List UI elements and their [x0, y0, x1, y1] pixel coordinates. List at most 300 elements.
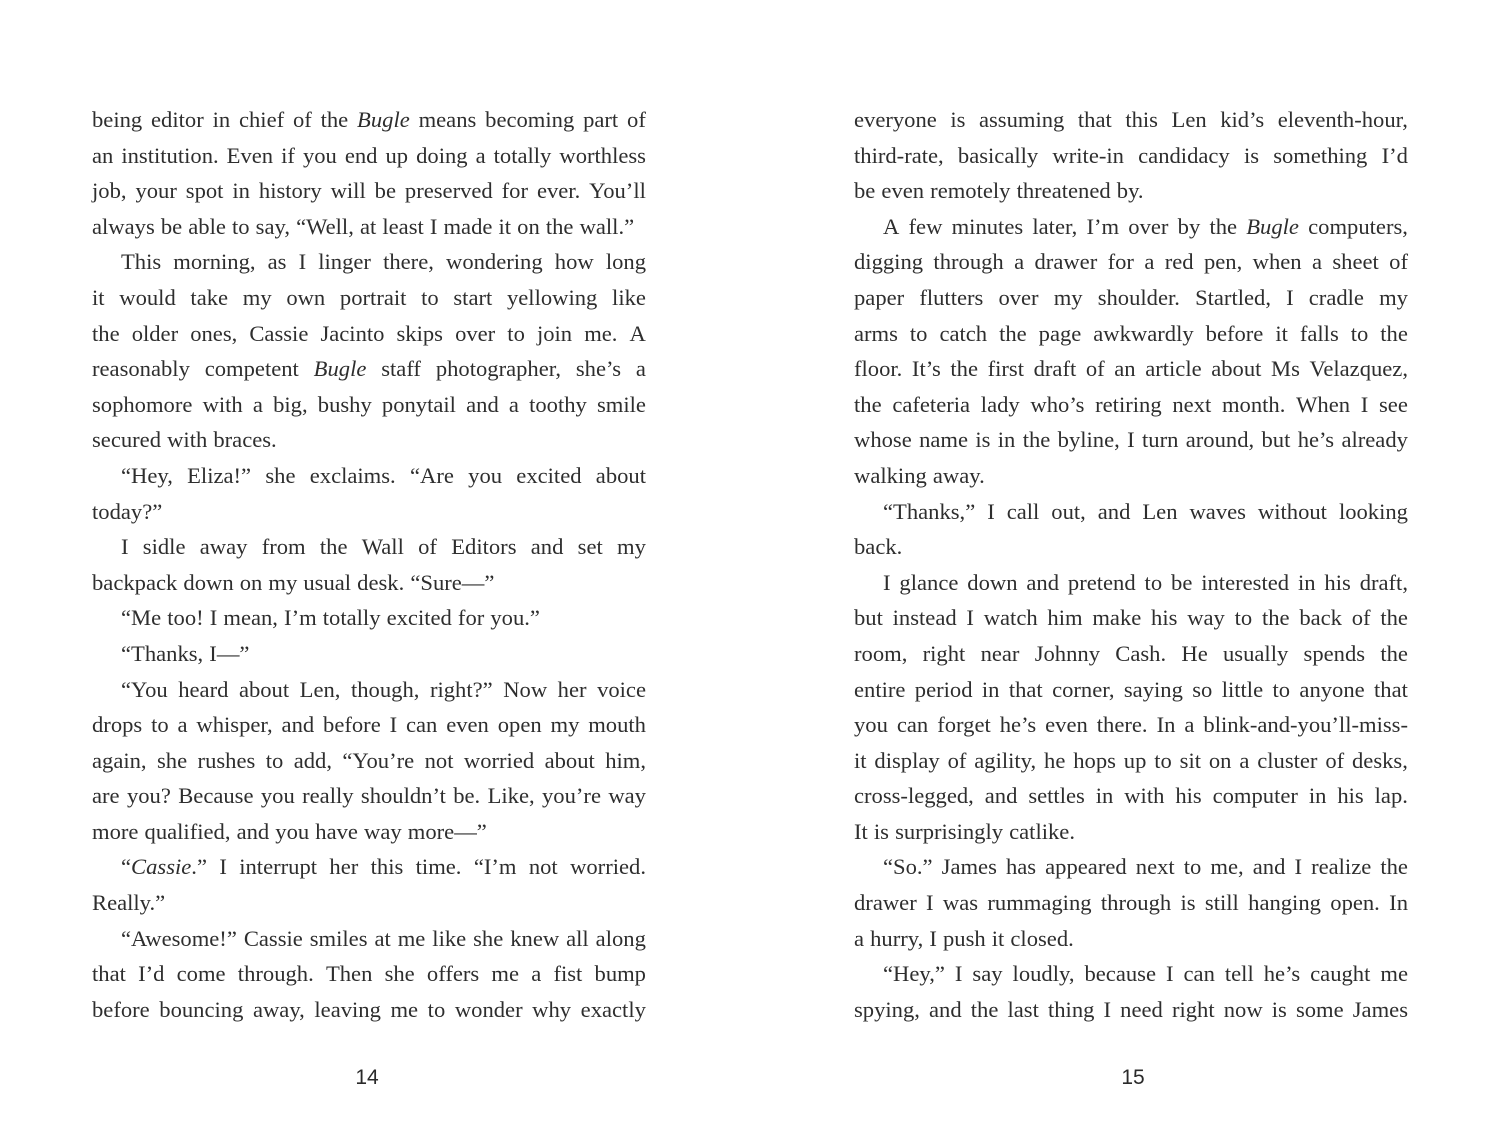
word: back.	[854, 534, 903, 560]
word: be	[374, 178, 396, 204]
word: toothy	[529, 391, 587, 417]
word: a	[1144, 249, 1155, 275]
word: set	[577, 534, 603, 560]
word: Ms	[1271, 356, 1300, 382]
word: draft	[1033, 356, 1077, 382]
word: excited	[516, 462, 582, 488]
word: computer	[1212, 783, 1298, 809]
word: sheet	[1332, 249, 1379, 275]
word: in	[1297, 569, 1316, 595]
text-line	[854, 565, 1408, 601]
word: add,	[293, 747, 332, 773]
word: mean,	[223, 605, 278, 631]
word: on	[517, 213, 540, 239]
word: computers,	[1308, 213, 1408, 239]
page-number: 14	[355, 1066, 379, 1089]
word: in	[997, 427, 1016, 453]
word: down	[183, 569, 234, 595]
word: join	[536, 320, 573, 346]
word: threatened	[1016, 178, 1111, 204]
word: the	[1380, 320, 1408, 346]
text-line	[92, 209, 646, 245]
word: own	[286, 284, 326, 310]
word: wondering	[446, 249, 543, 275]
word: interested	[1201, 569, 1290, 595]
word: “Awesome!”	[121, 925, 237, 951]
word: “Sure—”	[410, 569, 495, 595]
word: of	[1351, 605, 1371, 631]
word: usual	[303, 569, 352, 595]
word: call	[1006, 498, 1040, 524]
word: that	[1077, 107, 1112, 132]
word: a	[1014, 249, 1025, 275]
word: heard	[178, 676, 229, 702]
word: a	[1239, 747, 1250, 773]
word	[1246, 209, 1299, 245]
text-line	[92, 814, 646, 850]
word: on	[1208, 747, 1232, 773]
word: through	[933, 249, 1004, 275]
word: so	[1192, 676, 1213, 702]
word: Cash.	[1115, 640, 1167, 666]
word: and	[1097, 498, 1131, 524]
word: worried.	[570, 854, 646, 880]
word: whisper,	[196, 712, 273, 738]
word: walking	[854, 462, 927, 488]
word: James	[941, 854, 997, 880]
word: skips	[396, 320, 443, 346]
word: to	[507, 320, 525, 346]
text-line	[92, 921, 646, 957]
word: bouncing	[159, 996, 244, 1022]
word: reasonably	[92, 356, 190, 382]
text-line	[854, 173, 1408, 209]
word: really	[302, 783, 354, 809]
word: me.	[584, 320, 618, 346]
word: up	[1123, 747, 1147, 773]
word: is	[873, 818, 889, 844]
word: before	[92, 996, 150, 1022]
italic-word: Cassie	[131, 854, 192, 880]
word: about	[595, 462, 646, 488]
text-line	[854, 209, 1408, 245]
word: spying,	[854, 996, 920, 1022]
word: to	[265, 747, 284, 773]
word: a	[635, 356, 646, 382]
word: about	[238, 676, 290, 702]
word: you	[260, 783, 295, 809]
word: the	[1261, 605, 1290, 631]
word: “So.”	[883, 854, 933, 880]
word: to	[1183, 854, 1202, 880]
word: Now	[503, 676, 548, 702]
word: of	[1325, 747, 1345, 773]
word: instead	[892, 605, 957, 631]
word: even	[446, 712, 489, 738]
word: made	[443, 213, 493, 239]
text-line	[92, 707, 646, 743]
word: away.	[932, 462, 985, 488]
word: rushes	[197, 747, 256, 773]
word: how	[554, 249, 594, 275]
word: long	[605, 249, 646, 275]
word: In	[1156, 712, 1176, 738]
word: “Hey,	[121, 462, 173, 488]
word: Len,	[299, 676, 341, 702]
text-line	[92, 494, 646, 530]
text-line	[854, 778, 1408, 814]
word: you’re	[542, 783, 601, 809]
word: I’d	[138, 961, 165, 987]
word: yellowing	[506, 284, 598, 310]
word: usually	[1223, 640, 1289, 666]
word: eleventh-hour,	[1277, 107, 1408, 132]
word: A	[629, 320, 646, 346]
word: an	[1114, 356, 1136, 382]
text-line	[92, 422, 646, 458]
text-line	[92, 778, 646, 814]
word: totally	[493, 142, 552, 168]
word: least	[382, 213, 424, 239]
word: be	[160, 213, 183, 239]
word: saying	[1123, 676, 1183, 702]
word: me	[491, 961, 519, 987]
text-line	[854, 743, 1408, 779]
word: remotely	[930, 178, 1011, 204]
word: I’m	[284, 605, 317, 631]
word: retiring	[1095, 391, 1162, 417]
word: Johnny	[1034, 640, 1100, 666]
word: him	[1047, 605, 1083, 631]
word: she	[265, 462, 296, 488]
word: though,	[350, 676, 420, 702]
word: it	[92, 284, 105, 310]
word: forget	[937, 712, 991, 738]
text-line	[92, 636, 646, 672]
word: can	[405, 712, 438, 738]
word: about	[544, 747, 595, 773]
word: Jacinto	[320, 320, 385, 346]
word: make	[1092, 605, 1142, 631]
word: be.	[453, 783, 481, 809]
word: When	[1296, 391, 1351, 417]
word: becoming	[485, 107, 575, 132]
word: by.	[1116, 178, 1144, 204]
word: need	[1120, 996, 1163, 1022]
word: you.”	[490, 605, 540, 631]
word: drawer	[1034, 249, 1098, 275]
word: me	[397, 925, 426, 951]
word: my	[1053, 284, 1083, 310]
word: lady	[980, 391, 1020, 417]
word: It	[854, 818, 868, 844]
word: write-in	[1052, 142, 1124, 168]
word: this	[370, 854, 404, 880]
word: hurry,	[870, 925, 924, 951]
word: and	[1252, 854, 1286, 880]
word: Then	[325, 961, 373, 987]
word: spends	[1303, 640, 1366, 666]
word: who’s	[1030, 391, 1085, 417]
word: few	[908, 213, 943, 239]
word: worthless	[559, 142, 646, 168]
word: Because	[178, 783, 254, 809]
word: I—”	[209, 640, 250, 666]
word: with	[202, 391, 243, 417]
word: third-rate,	[854, 142, 944, 168]
word: flutters	[919, 284, 984, 310]
word: part	[583, 107, 619, 132]
word: rummaging	[987, 890, 1092, 916]
word: wall.”	[579, 213, 635, 239]
word: In	[1389, 890, 1408, 916]
word: a	[177, 712, 188, 738]
text-line	[854, 422, 1408, 458]
word: of	[418, 534, 437, 560]
text-line	[854, 387, 1408, 423]
word: desk.	[357, 569, 405, 595]
word: article	[1145, 356, 1202, 382]
word: through.	[237, 961, 314, 987]
word: watch	[983, 605, 1038, 631]
text-line	[92, 316, 646, 352]
word: to	[909, 320, 928, 346]
word: Len	[1171, 107, 1207, 132]
word: I	[209, 605, 218, 631]
word: his	[1151, 605, 1178, 631]
word: “Are	[409, 462, 454, 488]
word: able	[188, 213, 226, 239]
word: at	[374, 925, 391, 951]
word: totally	[322, 605, 381, 631]
word: I	[429, 213, 438, 239]
word: to	[1234, 605, 1253, 631]
word: photographer,	[435, 356, 562, 382]
word: anyone	[1299, 676, 1365, 702]
text-line	[854, 316, 1408, 352]
word: open.	[1330, 890, 1380, 916]
italic-word: Bugle	[1246, 213, 1299, 239]
word: cross-legged,	[854, 783, 974, 809]
word: time.	[415, 854, 462, 880]
word: floor.	[854, 356, 903, 382]
word: staff	[381, 356, 421, 382]
word: You’ll	[589, 178, 646, 204]
text-line	[854, 956, 1408, 992]
word: history	[258, 178, 322, 204]
word: now	[1223, 996, 1263, 1022]
text-line	[92, 244, 646, 280]
word: my	[1379, 284, 1408, 310]
word: qualified,	[144, 818, 231, 844]
word: start	[453, 284, 493, 310]
word: away	[199, 534, 248, 560]
word: I	[1286, 284, 1294, 310]
word: with	[167, 427, 208, 453]
word: Editors	[451, 534, 517, 560]
word: it	[498, 213, 512, 239]
word: job,	[92, 178, 127, 204]
word: secured	[92, 427, 161, 453]
word: Startled,	[1195, 284, 1271, 310]
word: over	[1128, 213, 1169, 239]
word: paper	[854, 284, 905, 310]
word: pretend	[1067, 569, 1136, 595]
word	[314, 351, 367, 387]
word: there,	[383, 249, 434, 275]
text-line	[854, 280, 1408, 316]
word: all	[566, 925, 589, 951]
word: my	[617, 534, 646, 560]
word: tell	[1224, 961, 1254, 987]
word: first	[987, 356, 1024, 382]
word: competent	[204, 356, 299, 382]
word: month.	[1221, 391, 1286, 417]
word: like	[432, 925, 467, 951]
word: always	[92, 213, 155, 239]
word: to	[232, 213, 250, 239]
word: in	[212, 107, 231, 132]
word: and	[1026, 569, 1060, 595]
word: it	[991, 925, 1005, 951]
word: the	[1380, 640, 1408, 666]
word: big,	[273, 391, 308, 417]
word: bushy	[317, 391, 372, 417]
text-line	[854, 494, 1408, 530]
word: of	[292, 107, 312, 132]
word: assuming	[978, 107, 1065, 132]
word: I	[926, 890, 934, 916]
word: drawer	[854, 890, 917, 916]
body-text	[92, 102, 646, 1027]
word: my	[242, 284, 272, 310]
word: in	[1095, 783, 1114, 809]
text-line	[854, 458, 1408, 494]
word: of	[947, 747, 967, 773]
word: spot	[185, 178, 224, 204]
word: sophomore	[92, 391, 193, 417]
word: exclaims.	[309, 462, 396, 488]
text-line	[92, 102, 646, 138]
word: that	[1374, 676, 1408, 702]
word: thing	[1047, 996, 1095, 1022]
word: your	[135, 178, 177, 204]
word: Even	[226, 142, 274, 168]
word: I	[987, 498, 995, 524]
text-line	[854, 138, 1408, 174]
text-line	[92, 565, 646, 601]
word: “Well,	[296, 213, 354, 239]
word: and	[984, 783, 1018, 809]
text-line	[92, 529, 646, 565]
word: excited	[386, 605, 452, 631]
word: digging	[854, 249, 924, 275]
word: glance	[899, 569, 959, 595]
word: and	[929, 996, 962, 1022]
word: I’d	[1381, 142, 1408, 168]
word: because	[1084, 961, 1156, 987]
word: more	[92, 818, 139, 844]
word: Cassie	[249, 320, 309, 346]
word: doing	[416, 142, 468, 168]
word: to	[1350, 320, 1369, 346]
word: bump	[594, 961, 646, 987]
word: I	[954, 961, 963, 987]
text-line	[92, 849, 646, 885]
word: is	[1271, 996, 1287, 1022]
word: voice	[597, 676, 646, 702]
word: preserved	[404, 178, 493, 204]
word: I	[883, 569, 891, 595]
word: say	[972, 961, 1003, 987]
word: you	[275, 818, 310, 844]
word: backpack	[92, 569, 178, 595]
word: “I’m	[473, 854, 517, 880]
word: that	[1008, 676, 1043, 702]
word: a	[531, 961, 542, 987]
word: too!	[167, 605, 204, 631]
word: her	[557, 676, 587, 702]
text-line	[854, 351, 1408, 387]
word: as	[267, 249, 287, 275]
word: closed.	[1010, 925, 1074, 951]
right-page	[750, 0, 1500, 1143]
word: a	[508, 391, 519, 417]
word: to	[1144, 569, 1163, 595]
word: not	[424, 747, 454, 773]
word: sidle	[142, 534, 186, 560]
word: shoulder.	[1097, 284, 1180, 310]
word: I	[1127, 427, 1135, 453]
word	[357, 102, 410, 138]
word: him,	[605, 747, 646, 773]
text-line	[92, 138, 646, 174]
word: a	[475, 142, 486, 168]
word: he’s	[1263, 961, 1301, 987]
word: was	[942, 890, 979, 916]
word: of	[627, 107, 646, 132]
word: last	[1007, 996, 1039, 1022]
word: a	[1311, 249, 1322, 275]
word: cradle	[1308, 284, 1364, 310]
word: James	[1352, 996, 1408, 1022]
text-line	[854, 672, 1408, 708]
word: “Me	[121, 605, 162, 631]
word: through	[1100, 890, 1172, 916]
word: it	[1275, 320, 1288, 346]
text-line	[854, 600, 1408, 636]
text-line	[854, 707, 1408, 743]
word: the	[1380, 605, 1408, 631]
word: she	[384, 961, 415, 987]
word: Like,	[487, 783, 535, 809]
word: smiles	[309, 925, 368, 951]
word: later,	[1032, 213, 1078, 239]
word: has	[1005, 854, 1037, 880]
word: red	[1164, 249, 1194, 275]
word: she	[157, 747, 188, 773]
word: way	[1187, 605, 1225, 631]
word: minutes	[951, 213, 1024, 239]
word: I	[121, 534, 129, 560]
word: and	[530, 534, 564, 560]
word: means	[418, 107, 477, 132]
word: push	[942, 925, 986, 951]
text-line	[854, 636, 1408, 672]
word: catch	[939, 320, 988, 346]
word: say,	[255, 213, 290, 239]
word: loudly,	[1012, 961, 1075, 987]
